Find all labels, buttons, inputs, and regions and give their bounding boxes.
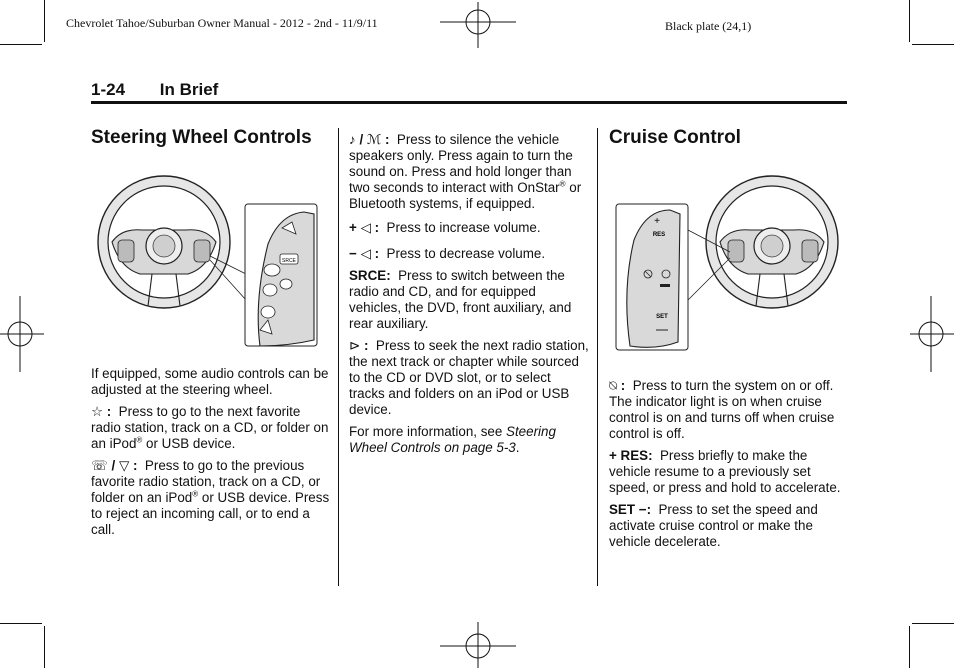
section-title: In Brief — [159, 80, 219, 99]
favorite-next-text: Press to go to the next favorite radio station, track on a CD, or folder on an iPod — [91, 404, 329, 451]
more-info-prefix: For more information, see — [349, 424, 507, 439]
registered-mark: ® — [559, 179, 566, 189]
cruise-on-off-icon: ⍉ — [609, 378, 618, 393]
volume-up-text: Press to increase volume. — [386, 220, 541, 235]
intro-paragraph: If equipped, some audio controls can be adjusted at the steering wheel. — [91, 366, 329, 397]
set-paragraph — [609, 502, 847, 550]
registered-mark: ® — [136, 435, 143, 445]
crop-mark-top-left-h — [0, 44, 42, 45]
plate-label: Black plate (24,1) — [665, 19, 752, 33]
star-icon: ☆ — [91, 404, 104, 419]
mute-separator: / — [359, 132, 364, 147]
cruise-control-heading: Cruise Control — [609, 127, 741, 148]
srce-text: Press to switch between the radio and CD, and for equipped vehicles, the DVD, front auxiliary, and rear auxiliary. — [349, 268, 572, 331]
res-button-label: RES — [652, 232, 666, 238]
column-2-body — [349, 132, 589, 462]
speaker-icon: ◁ — [360, 246, 371, 261]
on-off-text: Press to turn the system on or off. The indicator light is on when cruise control is on and turns off when cruise control is off. — [609, 378, 835, 441]
triangle-down-icon: ▽ — [118, 458, 130, 473]
volume-down-label: − — [349, 246, 357, 261]
set-text: Press to set the speed and activate cruise control or make the vehicle decelerate. — [609, 502, 818, 549]
svg-text:+: + — [654, 216, 660, 227]
crop-mark-bottom-right-h — [912, 623, 954, 624]
res-paragraph — [609, 448, 847, 496]
page-number: 1-24 — [91, 80, 126, 99]
crop-mark-top-right-v — [909, 0, 910, 42]
push-to-talk-icon: ♪ — [349, 132, 356, 147]
crop-mark-bottom-left-v — [44, 626, 45, 668]
set-button-label: SET — [656, 314, 668, 320]
column-1-body — [91, 366, 331, 544]
volume-up-label: + — [349, 220, 357, 235]
speaker-icon: ◁ — [360, 220, 371, 235]
srce-label: SRCE: — [349, 268, 391, 283]
res-text: Press briefly to make the vehicle resume to a previously set speed, or press and hold to accelerate. — [609, 448, 841, 495]
seek-paragraph: ⊳ : Press to seek the next radio station, the next track or chapter while sourced to the CD or DVD slot, or to select tracks and folders on an iPod or USB device. — [349, 338, 589, 417]
volume-down-text: Press to decrease volume. — [386, 246, 546, 261]
document-title: Chevrolet Tahoe/Suburban Owner Manual - 2012 - 2nd - 11/9/11 — [66, 16, 378, 30]
on-off-paragraph: ⍉ : Press to turn the system on or off. The indicator light is on when cruise control is on and turns off when cruise control is off. — [609, 378, 835, 441]
registration-target-top — [440, 2, 516, 48]
res-label: + RES: — [609, 448, 653, 463]
more-info-link[interactable]: Steering Wheel Controls on page 5-3 — [349, 424, 556, 455]
volume-down-paragraph: − ◁ : Press to decrease volume. — [349, 246, 546, 261]
crop-mark-top-right-h — [912, 44, 954, 45]
seek-icon: ⊳ — [349, 338, 361, 353]
crop-mark-bottom-left-h — [0, 623, 42, 624]
mute-paragraph: ♪ / ℳ : Press to silence the vehicle speakers only. Press again to turn the sound on. Press and hold longer than two seconds to interact with OnStar® or Bluetooth systems, if equipped. — [349, 132, 582, 211]
more-info-suffix: . — [515, 440, 520, 455]
registration-target-left — [0, 296, 44, 372]
mute-text-b: or Bluetooth systems, if equipped. — [349, 180, 582, 211]
previous-text-a: Press to go to the previous favorite radio station, track on a CD, or folder on an iPod — [91, 458, 321, 505]
seek-text: Press to seek the next radio station, the next track or chapter while sourced to the CD or DVD slot, or to select tracks and folders on an iPod or USB device. — [349, 338, 589, 417]
steering-wheel-controls-heading: Steering Wheel Controls — [91, 127, 312, 148]
section-header — [91, 80, 218, 100]
registered-mark: ® — [192, 489, 199, 499]
favorite-next-tail: or USB device. — [142, 436, 236, 451]
registration-target-right — [910, 296, 954, 372]
crop-mark-bottom-right-v — [909, 626, 910, 668]
previous-text-b: or USB device. Press to reject an incoming call, or to end a call. — [91, 490, 330, 537]
column-divider-1 — [338, 128, 339, 586]
steering-wheel-audio-figure — [92, 170, 328, 350]
end-call-icon: ☏ — [91, 458, 108, 473]
column-3-body — [609, 378, 847, 556]
header-rule — [91, 101, 847, 104]
column-divider-2 — [597, 128, 598, 586]
mute-text-a: Press to silence the vehicle speakers only. Press again to turn the sound on. Press and hold longer than two seconds to interact with OnStar — [349, 132, 573, 195]
srce-paragraph — [349, 268, 589, 332]
set-label: SET −: — [609, 502, 652, 517]
mute-icon: ℳ — [366, 132, 382, 147]
srce-button-label: SRCE — [282, 258, 296, 264]
favorite-next-paragraph: ☆ : Press to go to the next favorite radio station, track on a CD, or folder on an iPod® or USB device. — [91, 404, 329, 451]
previous-end-call-paragraph: ☏ / ▽ : Press to go to the previous favorite radio station, track on a CD, or folder on an iPod® or USB device. Press to reject an incoming call, or to end a call. — [91, 458, 330, 537]
crop-mark-top-left-v — [44, 0, 45, 42]
registration-target-bottom — [440, 622, 516, 668]
more-info-paragraph — [349, 424, 589, 456]
volume-up-paragraph: + ◁ : Press to increase volume. — [349, 220, 541, 235]
steering-wheel-cruise-figure — [612, 170, 848, 354]
